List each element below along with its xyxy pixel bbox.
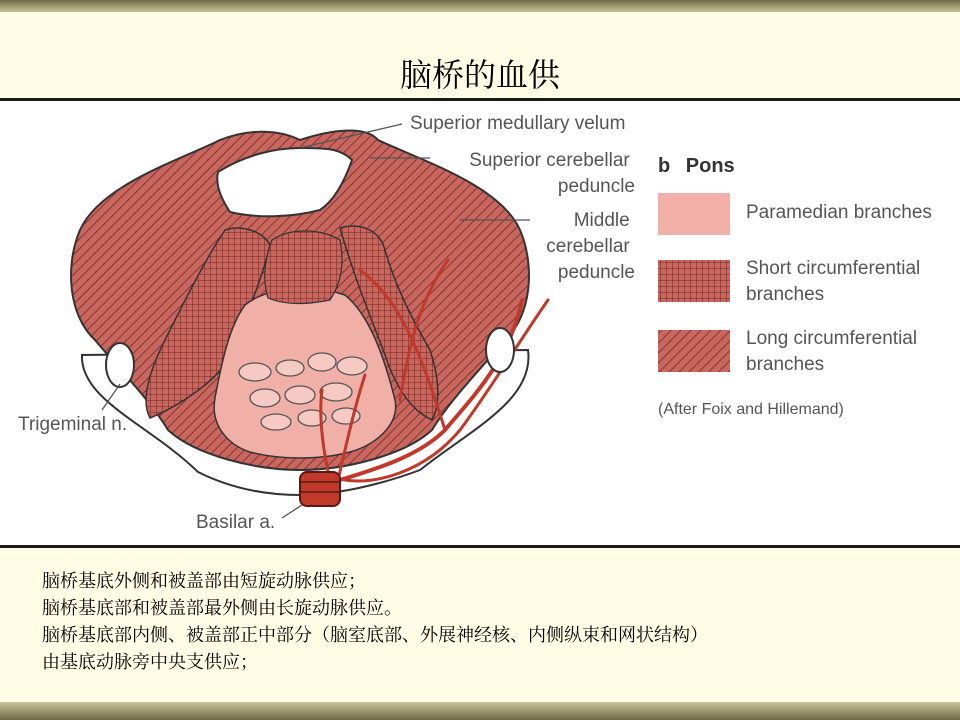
- legend-label-paramedian: Paramedian branches: [746, 202, 932, 223]
- legend-swatch-paramedian: [658, 193, 730, 235]
- pons-figure: [0, 100, 960, 545]
- bottom-stripe: [0, 702, 960, 720]
- note-line-2: 脑桥基底部和被盖部最外侧由长旋动脉供应。: [42, 598, 402, 619]
- note-line-4: 由基底动脉旁中央支供应；: [42, 652, 258, 673]
- legend-source: (After Foix and Hillemand): [658, 401, 844, 418]
- trigeminal-nerve-right: [486, 328, 514, 372]
- label-basilar: Basilar a.: [196, 512, 276, 533]
- tegmentum-grid: [265, 231, 342, 304]
- basilar-artery: [300, 472, 340, 506]
- pons-diagram: [0, 100, 960, 545]
- legend-label-long-circumferential: [746, 328, 922, 375]
- label-superior-cerebellar-peduncle: [469, 150, 635, 197]
- top-stripe: [0, 0, 960, 12]
- legend-label-long-circumferential-line-2: branches: [746, 354, 825, 375]
- legend-swatch-long-circumferential: [658, 330, 730, 372]
- legend: [658, 155, 932, 418]
- slide-title: 脑桥的血供: [399, 56, 560, 94]
- title-band: [0, 12, 960, 101]
- label-middle-cerebellar-peduncle-line-2: cerebellar: [546, 236, 630, 257]
- note-line-1: 脑桥基底外侧和被盖部由短旋动脉供应；: [42, 571, 366, 592]
- notes: [42, 568, 942, 676]
- note-line-3: 脑桥基底部内侧、被盖部正中部分（脑室底部、外展神经核、内侧纵束和网状结构）: [42, 625, 708, 646]
- legend-label-short-circumferential: [746, 258, 926, 305]
- label-superior-cerebellar-peduncle-line-2: peduncle: [557, 176, 635, 197]
- legend-label-short-circumferential-line-2: branches: [746, 284, 825, 305]
- label-trigeminal: Trigeminal n.: [18, 414, 128, 435]
- label-superior-cerebellar-peduncle-line-1: Superior cerebellar: [469, 150, 630, 171]
- label-middle-cerebellar-peduncle-line-3: peduncle: [557, 262, 635, 283]
- legend-heading-word: Pons: [685, 155, 735, 177]
- legend-heading: [658, 155, 735, 177]
- notes-band: [0, 545, 960, 705]
- legend-label-long-circumferential-line-1: Long circumferential: [746, 328, 918, 349]
- trigeminal-nerve-left: [106, 343, 134, 387]
- legend-label-short-circumferential-line-1: Short circumferential: [746, 258, 921, 279]
- label-middle-cerebellar-peduncle-line-1: Middle: [573, 210, 630, 231]
- legend-swatch-short-circumferential: [658, 260, 730, 302]
- label-superior-medullary-velum: Superior medullary velum: [410, 113, 626, 134]
- label-middle-cerebellar-peduncle: [546, 210, 635, 283]
- legend-heading-letter: b: [658, 155, 671, 177]
